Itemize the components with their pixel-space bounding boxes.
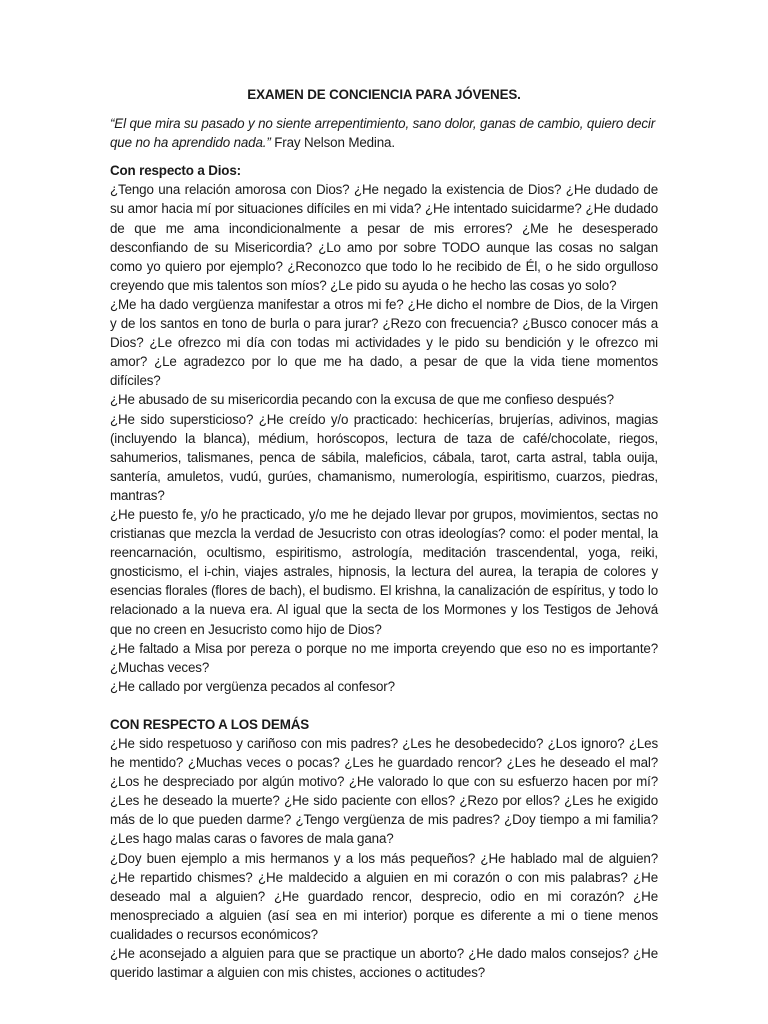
paragraph: ¿He aconsejado a alguien para que se practique un aborto? ¿He dado malos consejos? ¿He querido lastimar a alguien con mis chistes, acciones o actitudes?	[110, 946, 658, 981]
section-others	[110, 715, 658, 982]
section-spacer	[110, 696, 658, 715]
paragraph: ¿Tengo una relación amorosa con Dios? ¿He negado la existencia de Dios? ¿He dudado de su amor hacia mí por situaciones difíciles en mi vida? ¿He intentado suicidarme? ¿He dudado de que me ama incondicionalmente a pesar de mis errores? ¿Me he desesperado desconfiando de su Misericordia? ¿Lo amo por sobre TODO aunque las cosas no salgan como yo quiero por ejemplo? ¿Reconozco que todo lo he recibido de Él, o he sido orgulloso creyendo que mis talentos son míos? ¿Le pido su ayuda o he hecho las cosas yo solo?	[110, 182, 658, 293]
paragraph: ¿He puesto fe, y/o he practicado, y/o me he dejado llevar por grupos, movimientos, sectas no cristianas que mezcla la verdad de Jesucristo con otras ideologías? como: el poder mental, la reencarnación, ocultismo, espiritismo, astrología, meditación trascendental, yoga, reiki, gnosticismo, el i-chin, viajes astrales, hipnosis, la lectura del aurea, la terapia de colores y esencias florales (flores de bach), el budismo. El krishna, la canalización de espíritus, y todo lo relacionado a la nueva era. Al igual que la secta de los Mormones y los Testigos de Jehová que no creen en Jesucristo como hijo de Dios?	[110, 506, 658, 637]
paragraph: ¿He callado por vergüenza pecados al confesor?	[110, 678, 395, 694]
paragraph: ¿He sido supersticioso? ¿He creído y/o practicado: hechicerías, brujerías, adivinos, magias (incluyendo la blanca), médium, horóscopos, lectura de taza de café/chocolate, riegos, sahumerios, talismanes, penca de sábila, maleficios, cábala, tarot, carta astral, tabla ouija, santería, amuletos, vudú, gurúes, chamanismo, numerología, espiritismo, cuarzos, piedras, mantras?	[110, 411, 658, 503]
quote-author: Fray Nelson Medina.	[270, 135, 395, 151]
paragraph: ¿Doy buen ejemplo a mis hermanos y a los más pequeños? ¿He hablado mal de alguien? ¿He repartido chismes? ¿He maldecido a alguien en mi corazón o con mis palabras? ¿He deseado mal a alguien? ¿He guardado rencor, desprecio, odio en mi corazón? ¿He menospreciado a alguien (así sea en mi interior) porque es diferente a mi o tiene menos cualidades o recursos económicos?	[110, 850, 658, 942]
paragraph: ¿He faltado a Misa por pereza o porque no me importa creyendo que eso no es importante? ¿Muchas veces?	[110, 640, 658, 675]
document-page	[110, 85, 658, 982]
section-god	[110, 161, 658, 696]
quote-text: “El que mira su pasado y no siente arrepentimiento, sano dolor, ganas de cambio, quiero decir que no ha aprendido nada.”	[110, 116, 656, 151]
paragraph: ¿Me ha dado vergüenza manifestar a otros mi fe? ¿He dicho el nombre de Dios, de la Virgen y de los santos en tono de burla o para jurar? ¿Rezo con frecuencia? ¿Busco conocer más a Dios? ¿Le ofrezco mi día con todas mi actividades y le pido su bendición y le ofrezco mi amor? ¿Le agradezco por lo que me ha dado, a pesar de que la vida tiene momentos difíciles?	[110, 296, 658, 389]
paragraph: ¿He abusado de su misericordia pecando con la excusa de que me confieso después?	[110, 392, 614, 408]
document-title: EXAMEN DE CONCIENCIA PARA JÓVENES.	[247, 87, 521, 102]
section-heading: CON RESPECTO A LOS DEMÁS	[110, 716, 310, 732]
opening-quote	[110, 114, 658, 152]
section-heading: Con respecto a Dios:	[110, 163, 241, 179]
paragraph: ¿He sido respetuoso y cariñoso con mis padres? ¿Les he desobedecido? ¿Los ignoro? ¿Les he mentido? ¿Muchas veces o pocas? ¿Les he guardado rencor? ¿Les he deseado el mal? ¿Los he despreciado por algún motivo? ¿He valorado lo que con su esfuerzo hacen por mí? ¿Les he deseado la muerte? ¿He sido paciente con ellos? ¿Rezo por ellos? ¿Les he exigido más de lo que pueden darme? ¿Tengo vergüenza de mis padres? ¿Doy tiempo a mi familia? ¿Les hago malas caras o favores de mala gana?	[110, 736, 658, 847]
